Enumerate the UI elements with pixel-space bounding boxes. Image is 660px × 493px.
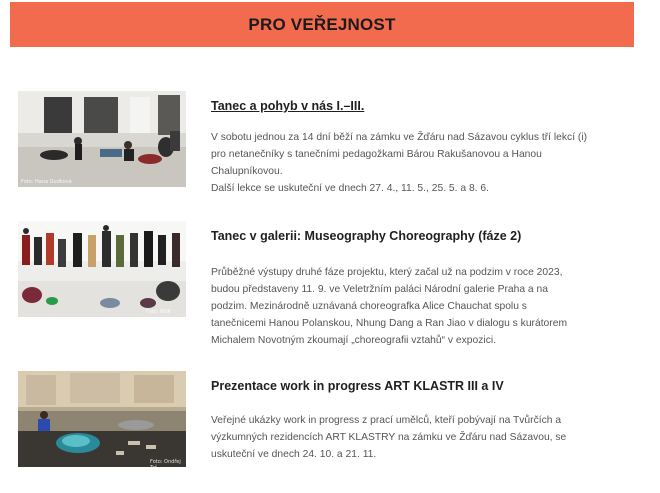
event-description-line: Michalem Novotným zkoumají „choreografii vztahů“ v expozici.	[211, 335, 496, 346]
event-photo-art-klastr[interactable]	[18, 371, 186, 471]
photo-credit: Foto: Hana Dudková	[21, 179, 72, 185]
event-photo-museography[interactable]	[18, 221, 186, 317]
event-description-line: pro netanečníky s tanečními pedagožkami Bárou Rakušanovou a Hanou	[211, 149, 542, 160]
event-title[interactable]: Prezentace work in progress ART KLASTR III a IV	[211, 379, 504, 393]
dance-workshop-image	[18, 91, 186, 187]
event-description-line: Další lekce se uskuteční ve dnech 27. 4., 11. 5., 25. 5. a 8. 6.	[211, 183, 489, 194]
event-description-line: uskuteční ve dnech 24. 10. a 21. 11.	[211, 449, 377, 460]
museography-image	[18, 221, 186, 317]
event-description-line: Veřejné ukázky work in progress z prací umělců, kteří pobývají na Tvůrčích a	[211, 415, 562, 426]
event-title-link[interactable]: Tanec a pohyb v nás I.–III.	[211, 99, 365, 113]
event-description-line: budou představeny 11. 9. ve Veletržním paláci Národní galerie Praha a na	[211, 284, 548, 295]
event-title[interactable]: Tanec v galerii: Museography Choreography (fáze 2)	[211, 229, 522, 243]
event-description-line: tanečnicemi Hanou Polanskou, Nhung Dang a Ran Jiao v dialogu s kurátorem	[211, 318, 568, 329]
event-description-line: V sobotu jednou za 14 dní běží na zámku ve Žďáru nad Sázavou cyklus tří lekcí (i)	[211, 132, 588, 143]
event-description-line: Průběžné výstupy druhé fáze projektu, který začal už na podzim v roce 2023,	[211, 267, 563, 278]
event-description-line: podzim. Mezinárodně uznávaná choreografka Alice Chauchat spolu s	[211, 301, 527, 312]
section-header	[10, 2, 634, 47]
photo-credit: Foto: Ondřej Trč	[150, 459, 181, 471]
event-photo-dance-workshop[interactable]	[18, 91, 186, 187]
event-description-line: výzkumných rezidencích ART KLASTRY na zámku ve Žďáru nad Sázavou, se	[211, 432, 567, 443]
photo-credit: Foto: NGP	[146, 309, 171, 315]
art-klastr-image	[18, 371, 186, 467]
event-description-line: Chalupníkovou.	[211, 166, 283, 177]
section-title: PRO VEŘEJNOST	[248, 14, 396, 34]
